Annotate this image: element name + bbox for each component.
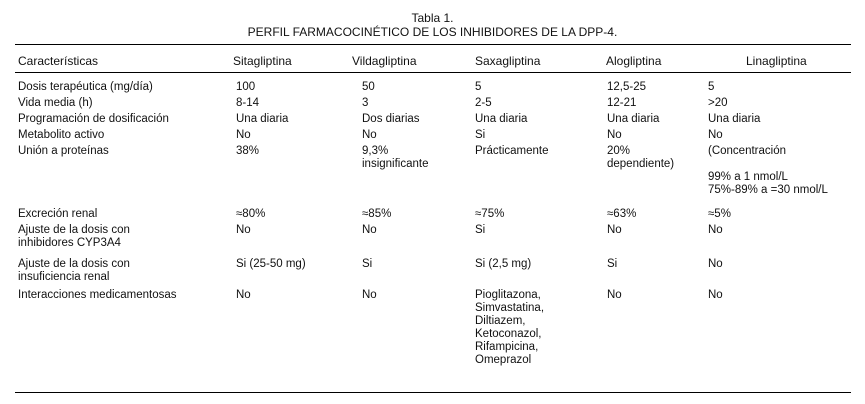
- header-caracteristicas: Características: [18, 54, 99, 68]
- header-saxagliptina: Saxagliptina: [475, 54, 541, 68]
- cell-vildagliptina: No: [362, 129, 377, 141]
- cell-sitagliptina: No: [236, 129, 251, 141]
- cell-alogliptina: 12,5-25: [607, 81, 647, 93]
- cell-sitagliptina: No: [236, 289, 251, 301]
- cell-saxagliptina: Prácticamente: [475, 145, 549, 157]
- header-vildagliptina: Vildagliptina: [352, 54, 417, 68]
- cell-saxagliptina: Pioglitazona, Simvastatina, Diltiazem, Ketoconazol, Rifampicina, Omeprazol: [475, 289, 545, 366]
- cell-linagliptina: >20: [708, 97, 728, 109]
- cell-saxagliptina: ≈75%: [475, 208, 505, 220]
- cell-caracteristica: Metabolito activo: [18, 129, 105, 141]
- cell-alogliptina: No: [607, 129, 622, 141]
- table-bottom-rule: [15, 392, 851, 393]
- cell-linagliptina: Una diaria: [708, 113, 761, 125]
- cell-saxagliptina: 5: [475, 81, 482, 93]
- cell-alogliptina: ≈63%: [607, 208, 637, 220]
- cell-vildagliptina: ≈85%: [362, 208, 392, 220]
- cell-caracteristica: Ajuste de la dosis con insuficiencia renal: [18, 258, 130, 283]
- cell-linagliptina: 5: [708, 81, 715, 93]
- cell-sitagliptina: No: [236, 224, 251, 236]
- cell-sitagliptina: 8-14: [236, 97, 260, 109]
- cell-caracteristica: Excreción renal: [18, 208, 98, 220]
- cell-caracteristica: Unión a proteínas: [18, 145, 109, 157]
- cell-linagliptina: No: [708, 129, 723, 141]
- cell-vildagliptina: Si: [362, 258, 373, 270]
- table-header-rule: [15, 72, 851, 73]
- cell-sitagliptina: 100: [236, 81, 256, 93]
- cell-linagliptina: No: [708, 258, 723, 270]
- cell-alogliptina: 20% dependiente): [607, 145, 675, 170]
- cell-linagliptina: No: [708, 224, 723, 236]
- cell-linagliptina: (Concentración 99% a 1 nmol/L 75%-89% a =30 nmol/L: [708, 145, 828, 196]
- cell-alogliptina: Si: [607, 258, 618, 270]
- cell-vildagliptina: No: [362, 289, 377, 301]
- cell-saxagliptina: Si: [475, 224, 486, 236]
- header-alogliptina: Alogliptina: [606, 54, 662, 68]
- cell-alogliptina: Una diaria: [607, 113, 660, 125]
- cell-sitagliptina: 38%: [236, 145, 260, 157]
- cell-vildagliptina: No: [362, 224, 377, 236]
- header-linagliptina: Linagliptina: [746, 54, 807, 68]
- cell-alogliptina: No: [607, 224, 622, 236]
- cell-sitagliptina: Si (25-50 mg): [236, 258, 306, 270]
- cell-alogliptina: 12-21: [607, 97, 637, 109]
- cell-caracteristica: Ajuste de la dosis con inhibidores CYP3A4: [18, 224, 130, 249]
- cell-caracteristica: Interacciones medicamentosas: [18, 289, 177, 301]
- cell-linagliptina: ≈5%: [708, 208, 731, 220]
- cell-vildagliptina: 9,3% insignificante: [362, 145, 429, 170]
- table-top-rule: [15, 44, 851, 45]
- table-title: PERFIL FARMACOCINÉTICO DE LOS INHIBIDORES DE LA DPP-4.: [247, 25, 618, 39]
- cell-vildagliptina: 50: [362, 81, 375, 93]
- cell-linagliptina: No: [708, 289, 723, 301]
- cell-saxagliptina: 2-5: [475, 97, 492, 109]
- cell-sitagliptina: ≈80%: [236, 208, 266, 220]
- cell-caracteristica: Programación de dosificación: [18, 113, 169, 125]
- cell-saxagliptina: Una diaria: [475, 113, 528, 125]
- cell-caracteristica: Vida media (h): [18, 97, 93, 109]
- cell-vildagliptina: 3: [362, 97, 369, 109]
- header-sitagliptina: Sitagliptina: [233, 54, 292, 68]
- table-caption: Tabla 1.: [411, 11, 454, 25]
- cell-sitagliptina: Una diaria: [236, 113, 289, 125]
- cell-vildagliptina: Dos diarias: [362, 113, 420, 125]
- cell-saxagliptina: Si: [475, 129, 486, 141]
- cell-alogliptina: No: [607, 289, 622, 301]
- cell-saxagliptina: Si (2,5 mg): [475, 258, 532, 270]
- cell-caracteristica: Dosis terapéutica (mg/día): [18, 81, 153, 93]
